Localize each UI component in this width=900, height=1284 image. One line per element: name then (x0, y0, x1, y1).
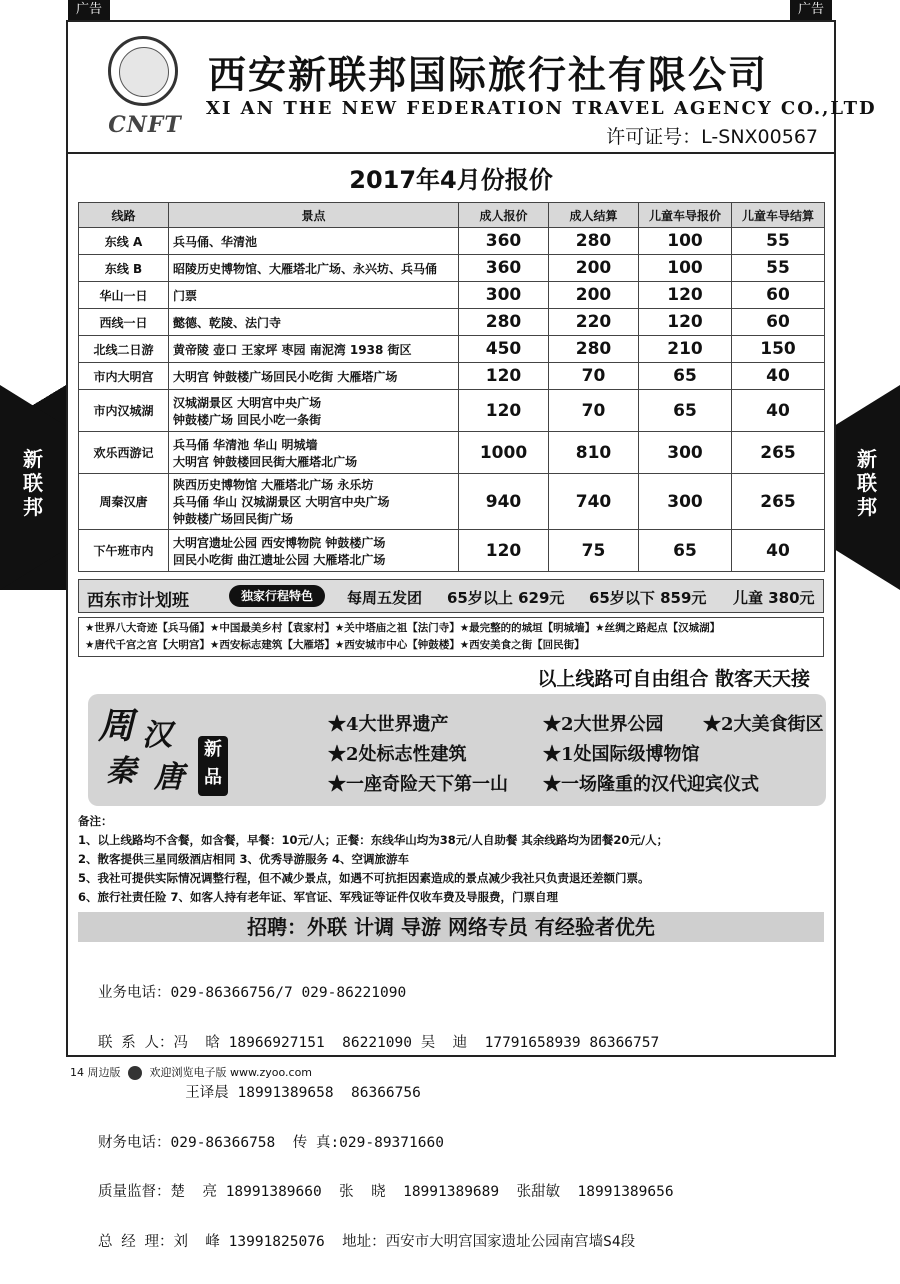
route-name: 东线 A (79, 228, 169, 255)
spot-line: 大明宫 钟鼓楼广场回民小吃街 大雁塔广场 (173, 369, 398, 384)
table-row (79, 282, 825, 309)
child-settle: 40 (732, 530, 825, 572)
spot-line: 门票 (173, 288, 198, 303)
adult-settle: 200 (549, 282, 639, 309)
promo-logo-char: 汉 (142, 718, 172, 753)
route-spots (169, 255, 459, 282)
side-banner-char: 邦 (23, 495, 43, 519)
spot-line: 大明宫 钟鼓楼回民街大雁塔北广场 (173, 454, 358, 469)
new-badge-char: 新 (204, 739, 222, 760)
route-name: 下午班市内 (79, 530, 169, 572)
xidong-spots-line: ★世界八大奇迹【兵马俑】★中国最美乡村【袁家村】★关中塔庙之祖【法门寺】★最完整的的城垣【明城墙】★丝绸之路起点【汉城湖】 (85, 622, 721, 634)
promo-feature: ★2大美食街区 (703, 714, 824, 735)
ad-tag-right: 广告 (790, 0, 832, 20)
child-price: 100 (639, 255, 732, 282)
promo-logo-char: 秦 (106, 754, 136, 789)
child-price: 120 (639, 309, 732, 336)
adult-price: 360 (459, 255, 549, 282)
company-name-en: XI AN THE NEW FEDERATION TRAVEL AGENCY CO.,LTD (206, 98, 877, 119)
contact-line: 总 经 理：刘 峰 13991825076 地址：西安市大明宫国家遗址公园南宫墙S4段 (98, 1234, 636, 1251)
child-price: 65 (639, 390, 732, 432)
promo-feature: ★2大世界公园 (543, 714, 664, 735)
route-spots (169, 282, 459, 309)
spot-line: 兵马俑 华清池 华山 明城墙 (173, 437, 318, 452)
new-product-badge (198, 736, 228, 796)
spot-line: 懿德、乾陵、法门寺 (173, 315, 282, 330)
table-row (79, 530, 825, 572)
company-header (68, 22, 877, 154)
spot-line: 汉城湖景区 大明宫中央广场 (173, 395, 322, 410)
route-spots (169, 309, 459, 336)
route-spots (169, 228, 459, 255)
adult-settle: 280 (549, 336, 639, 363)
promo-feature: ★1处国际级博物馆 (543, 744, 700, 765)
route-name: 西线一日 (79, 309, 169, 336)
adult-price: 1000 (459, 432, 549, 474)
adult-settle: 740 (549, 474, 639, 530)
child-settle: 55 (732, 228, 825, 255)
license-number: 许可证号：L-SNX00567 (606, 126, 818, 148)
side-banner-right (834, 385, 900, 590)
spot-line: 回民小吃街 曲江遗址公园 大雁塔北广场 (173, 552, 386, 567)
contact-line: 业务电话：029-86366756/7 029-86221090 (98, 985, 407, 1002)
logo-text: CNFT (108, 112, 182, 138)
xidong-spots-line: ★唐代千宫之宫【大明宫】★西安标志建筑【大雁塔】★西安城市中心【钟鼓楼】★西安美食之街【回民街】 (85, 639, 585, 651)
remarks-line: 5、我社可提供实际情况调整行程，但不减少景点，如遇不可抗拒因素造成的景点减少我社只负责退还差额门票。 (78, 871, 650, 885)
price-table (78, 202, 825, 572)
remarks-line: 1、以上线路均不含餐，如含餐，早餐：10元/人；正餐：东线华山均为38元/人自助餐 其余线路均为团餐20元/人； (78, 833, 669, 847)
adult-settle: 220 (549, 309, 639, 336)
child-price: 100 (639, 228, 732, 255)
route-name: 东线 B (79, 255, 169, 282)
adult-settle: 280 (549, 228, 639, 255)
route-name: 市内大明宫 (79, 363, 169, 390)
price-title: 2017年4月份报价 (349, 166, 553, 194)
child-price: 210 (639, 336, 732, 363)
child-settle: 60 (732, 309, 825, 336)
spot-line: 钟鼓楼广场回民街广场 (173, 512, 294, 526)
contact-line: 质量监督：楚 亮 18991389660 张 晓 18991389689 张甜敏 18991389656 (98, 1184, 674, 1201)
spot-line: 兵马俑、华清池 (173, 234, 258, 249)
remarks-heading: 备注： (78, 814, 113, 828)
route-spots (169, 336, 459, 363)
side-banner-char: 邦 (857, 495, 877, 519)
xidong-price-adult: 65岁以下 859元 (589, 589, 707, 607)
promo-feature: ★一座奇险天下第一山 (328, 774, 508, 795)
child-settle: 150 (732, 336, 825, 363)
remarks-line: 2、散客提供三星同级酒店相同 3、优秀导游服务 4、空调旅游车 (78, 852, 410, 866)
recruit-banner: 招聘：外联 计调 导游 网络专员 有经验者优先 (78, 912, 824, 942)
promo-feature: ★一场隆重的汉代迎宾仪式 (543, 774, 759, 795)
child-settle: 40 (732, 390, 825, 432)
xidong-price-senior: 65岁以上 629元 (447, 589, 565, 607)
contact-line: 财务电话：029-86366758 传 真:029-89371660 (98, 1134, 444, 1151)
route-name: 市内汉城湖 (79, 390, 169, 432)
promo-logo-char: 唐 (154, 760, 184, 795)
table-row (79, 432, 825, 474)
xidong-spots (78, 617, 824, 657)
child-price: 120 (639, 282, 732, 309)
route-name: 北线二日游 (79, 336, 169, 363)
child-settle: 55 (732, 255, 825, 282)
footer-text: 欢迎浏览电子版 www.zyoo.com (149, 1066, 313, 1079)
route-spots (169, 363, 459, 390)
spot-line: 陕西历史博物馆 大雁塔北广场 永乐坊 (173, 478, 374, 492)
company-logo-icon (108, 36, 178, 106)
adult-price: 120 (459, 530, 549, 572)
table-row (79, 474, 825, 530)
contacts (98, 952, 674, 1284)
contact-line: 王译晨 18991389658 86366756 (98, 1084, 421, 1101)
route-spots (169, 432, 459, 474)
contact-line: 联 系 人：冯 晗 18966927151 86221090 吴 迪 17791658939 86366757 (98, 1034, 660, 1051)
route-spots (169, 474, 459, 530)
adult-price: 120 (459, 390, 549, 432)
promo-banner (88, 694, 826, 806)
adult-price: 280 (459, 309, 549, 336)
spot-line: 大明宫遗址公园 西安博物院 钟鼓楼广场 (173, 535, 386, 550)
child-settle: 60 (732, 282, 825, 309)
table-row (79, 336, 825, 363)
child-price: 300 (639, 474, 732, 530)
child-settle: 265 (732, 432, 825, 474)
side-banner-char: 新 (23, 447, 43, 471)
adult-price: 940 (459, 474, 549, 530)
promo-feature: ★2处标志性建筑 (328, 744, 467, 765)
xidong-schedule: 每周五发团 (347, 589, 423, 607)
child-price: 65 (639, 530, 732, 572)
footer-page: 14 周边版 (70, 1066, 121, 1079)
promo-feature: ★4大世界遗产 (328, 714, 449, 735)
header-child-settle: 儿童车导结算 (732, 203, 825, 228)
route-name: 欢乐西游记 (79, 432, 169, 474)
route-spots (169, 530, 459, 572)
page-footer (70, 1064, 312, 1080)
adult-price: 120 (459, 363, 549, 390)
route-name: 周秦汉唐 (79, 474, 169, 530)
spot-line: 兵马俑 华山 汉城湖景区 大明宫中央广场 (173, 495, 390, 509)
remarks-line: 6、旅行社责任险 7、如客人持有老年证、军官证、军残证等证件仅收车费及导服费，门票自理 (78, 890, 559, 904)
adult-settle: 70 (549, 363, 639, 390)
spot-line: 昭陵历史博物馆、大雁塔北广场、永兴坊、兵马俑 (173, 261, 438, 276)
company-name-cn: 西安新联邦国际旅行社有限公司 (208, 52, 769, 97)
new-badge-char: 品 (204, 767, 222, 788)
adult-price: 360 (459, 228, 549, 255)
header-adult-price: 成人报价 (459, 203, 549, 228)
combine-note: 以上线路可自由组合 散客天天接 (537, 668, 810, 690)
header-spots: 景点 (169, 203, 459, 228)
table-row (79, 255, 825, 282)
child-settle: 265 (732, 474, 825, 530)
header-route: 线路 (79, 203, 169, 228)
side-banner-char: 新 (857, 447, 877, 471)
header-adult-settle: 成人结算 (549, 203, 639, 228)
table-row (79, 363, 825, 390)
xidong-plan-bar (78, 579, 824, 613)
side-banner-char: 联 (857, 471, 877, 495)
header-child-price: 儿童车导报价 (639, 203, 732, 228)
spot-line: 钟鼓楼广场 回民小吃一条街 (173, 412, 322, 427)
adult-settle: 200 (549, 255, 639, 282)
xidong-badge: 独家行程特色 (229, 585, 325, 607)
side-banner-left-text (0, 447, 66, 519)
adult-price: 300 (459, 282, 549, 309)
adult-settle: 75 (549, 530, 639, 572)
table-row (79, 390, 825, 432)
child-settle: 40 (732, 363, 825, 390)
child-price: 65 (639, 363, 732, 390)
table-row (79, 309, 825, 336)
table-header-row (79, 203, 825, 228)
child-price: 300 (639, 432, 732, 474)
remarks (78, 812, 824, 907)
side-banner-right-text (834, 447, 900, 519)
side-banner-left (0, 385, 66, 590)
side-banner-char: 联 (23, 471, 43, 495)
footer-logo-icon (128, 1066, 142, 1080)
xidong-price-child: 儿童 380元 (733, 589, 815, 607)
table-row (79, 228, 825, 255)
adult-price: 450 (459, 336, 549, 363)
promo-logo-char: 周 (98, 705, 135, 747)
route-spots (169, 390, 459, 432)
spot-line: 黄帝陵 壶口 王家坪 枣园 南泥湾 1938 街区 (173, 342, 412, 357)
route-name: 华山一日 (79, 282, 169, 309)
xidong-name: 西东市计划班 (87, 591, 189, 611)
adult-settle: 810 (549, 432, 639, 474)
adult-settle: 70 (549, 390, 639, 432)
ad-tag-left: 广告 (68, 0, 110, 20)
